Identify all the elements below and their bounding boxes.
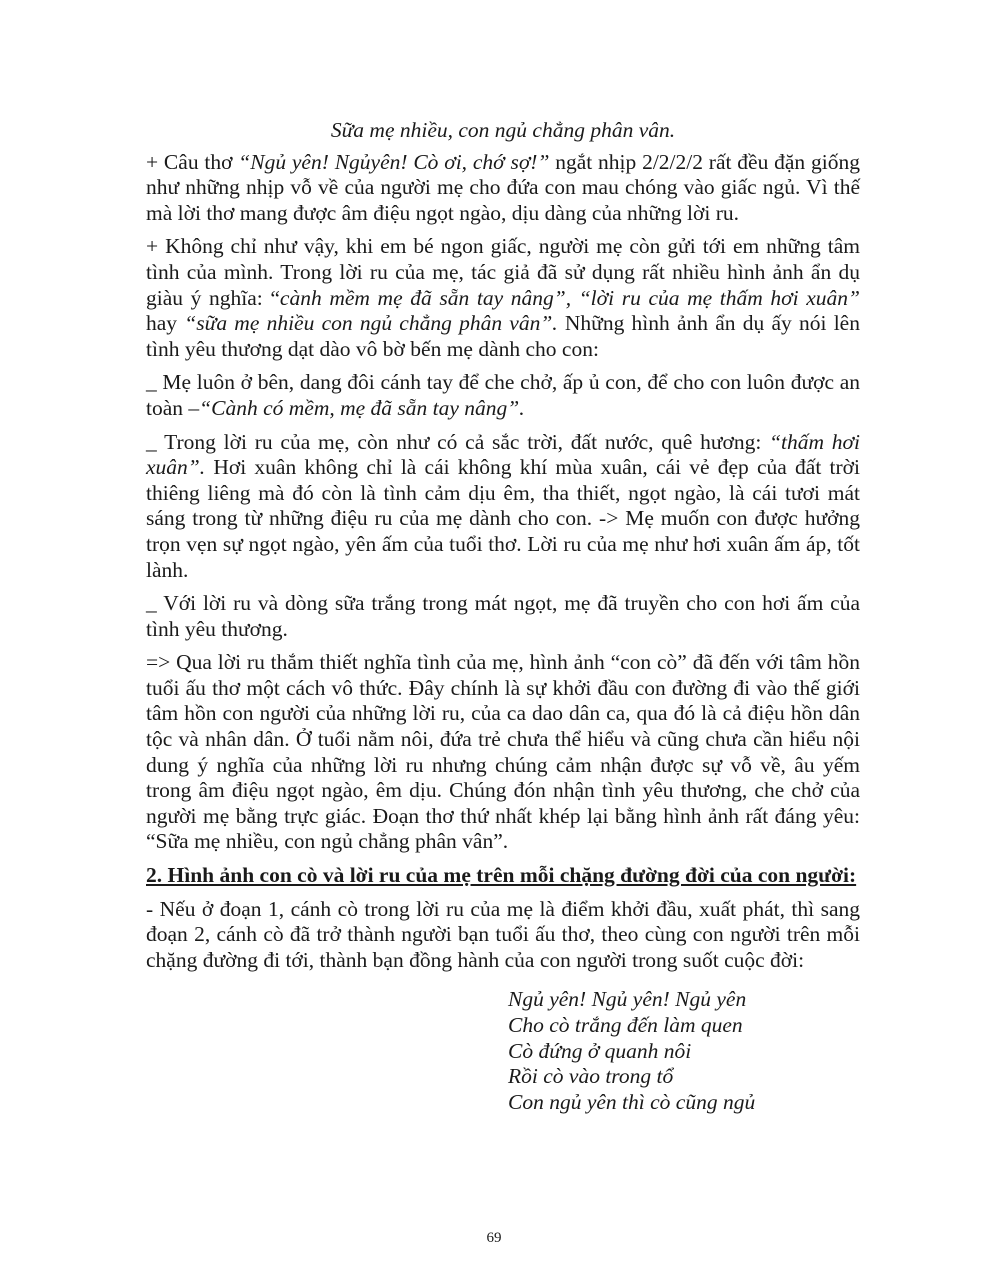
section-heading: 2. Hình ảnh con cò và lời ru của mẹ trên mỗi chặng đường đời của con người: [146, 863, 857, 888]
paragraph-metaphor [146, 234, 860, 362]
text-run: _ Mẹ luôn ở bên, dang đôi cánh tay để che chở, ấp ủ con, để cho con luôn được an toàn – [146, 370, 860, 420]
poem-line: Cò đứng ở quanh nôi [508, 1038, 692, 1063]
paragraph-rhythm [146, 150, 860, 227]
poem-block [508, 987, 860, 1115]
text-run: + Không chỉ như vậy, khi em bé ngon giấc, người mẹ còn gửi tới em những tâm tình của mình. Trong lời ru của mẹ, tác giả đã sử dụng rất nhiều hình ảnh ẩn dụ giàu ý nghĩa: “ [146, 234, 860, 310]
verse-line: Sữa mẹ nhiều, con ngủ chẳng phân vân. [330, 118, 676, 142]
poem-line: Cho cò trắng đến làm quen [508, 1013, 743, 1037]
text-run: Hơi xuân không chỉ là cái không khí mùa xuân, cái vẻ đẹp của đất trời thiêng liêng mà đó còn là tình cảm dịu êm, tha thiết, ngọt ngào, là cái tươi mát sáng trong từ những điệu ru của mẹ dành cho con. -> Mẹ muốn con được hưởng trọn vẹn sự ngọt ngào, yên ấm của tuổi thơ. Lời ru của mẹ như hơi xuân ấm áp, tốt lành. [146, 455, 860, 582]
quote-italic: “sữa mẹ nhiều con ngủ chẳng phân vân”. [184, 311, 558, 336]
text-run: + Câu thơ [146, 149, 239, 174]
paragraph-conclusion: => Qua lời ru thắm thiết nghĩa tình của mẹ, hình ảnh “con cò” đã đến với tâm hồn tuổi ấu thơ một cách vô thức. Đây chính là sự khởi đầu con đường đi vào thế giới tâm hồn con người của những lời ru, của ca dao dân ca, qua đó là cả điệu hồn dân tộc và nhân dân. Ở tuổi nằm nôi, đứa trẻ chưa thể hiểu và cũng chưa cần hiểu nội dung ý nghĩa của những lời ru nhưng chúng cảm nhận được sự vỗ về, âu yếm trong âm điệu ngọt ngào, êm dịu. Chúng đón nhận tình yêu thương, che chở của người mẹ bằng trực giác. Đoạn thơ thứ nhất khép lại bằng hình ảnh rất đáng yêu: “Sữa mẹ nhiều, con ngủ chẳng phân vân”. [146, 650, 860, 854]
text-run: Những hình ảnh ẩn dụ ấy nói lên tình yêu thương dạt dào vô bờ bến mẹ dành cho con: [146, 311, 860, 361]
paragraph-protection [146, 370, 860, 421]
quote-italic: “thấm hơi xuân”. [146, 429, 860, 480]
quote-italic: “Cành có mềm, mẹ đã sẵn tay nâng”. [199, 395, 525, 420]
quote-italic: “Ngủ yên! Ngủyên! Cò ơi, chớ sợ!” [238, 149, 550, 174]
poem-line: Rồi cò vào trong tổ [508, 1064, 674, 1089]
poem-line: Ngủ yên! Ngủ yên! Ngủ yên [508, 987, 747, 1012]
paragraph-section2: - Nếu ở đoạn 1, cánh cò trong lời ru của mẹ là điểm khởi đầu, xuất phát, thì sang đoạn 2, cánh cò đã trở thành người bạn tuổi ấu thơ, theo cùng con người trên mỗi chặng đường đi tới, thành bạn đồng hành của con người trong suốt cuộc đời: [146, 896, 860, 972]
poem-line: Con ngủ yên thì cò cũng ngủ [508, 1089, 756, 1114]
text-run: _ Trong lời ru của mẹ, còn như có cả sắc trời, đất nước, quê hương: [146, 429, 770, 454]
quote-italic: cành mềm mẹ đã sẵn tay nâng”, “lời ru của mẹ thấm hơi xuân” [279, 285, 860, 310]
page-number: 69 [486, 1230, 502, 1246]
paragraph-spring [146, 430, 860, 584]
text-run: hay [146, 311, 185, 336]
paragraph-milk: _ Với lời ru và dòng sữa trắng trong mát ngọt, mẹ đã truyền cho con hơi ấm của tình yêu thương. [146, 591, 860, 641]
text-run: ngắt nhịp 2/2/2/2 rất đều đặn giống như những nhịp vỗ về của người mẹ cho đứa con mau chóng vào giấc ngủ. Vì thế mà lời thơ mang được âm điệu ngọt ngào, dịu dàng của những lời ru. [146, 149, 860, 225]
